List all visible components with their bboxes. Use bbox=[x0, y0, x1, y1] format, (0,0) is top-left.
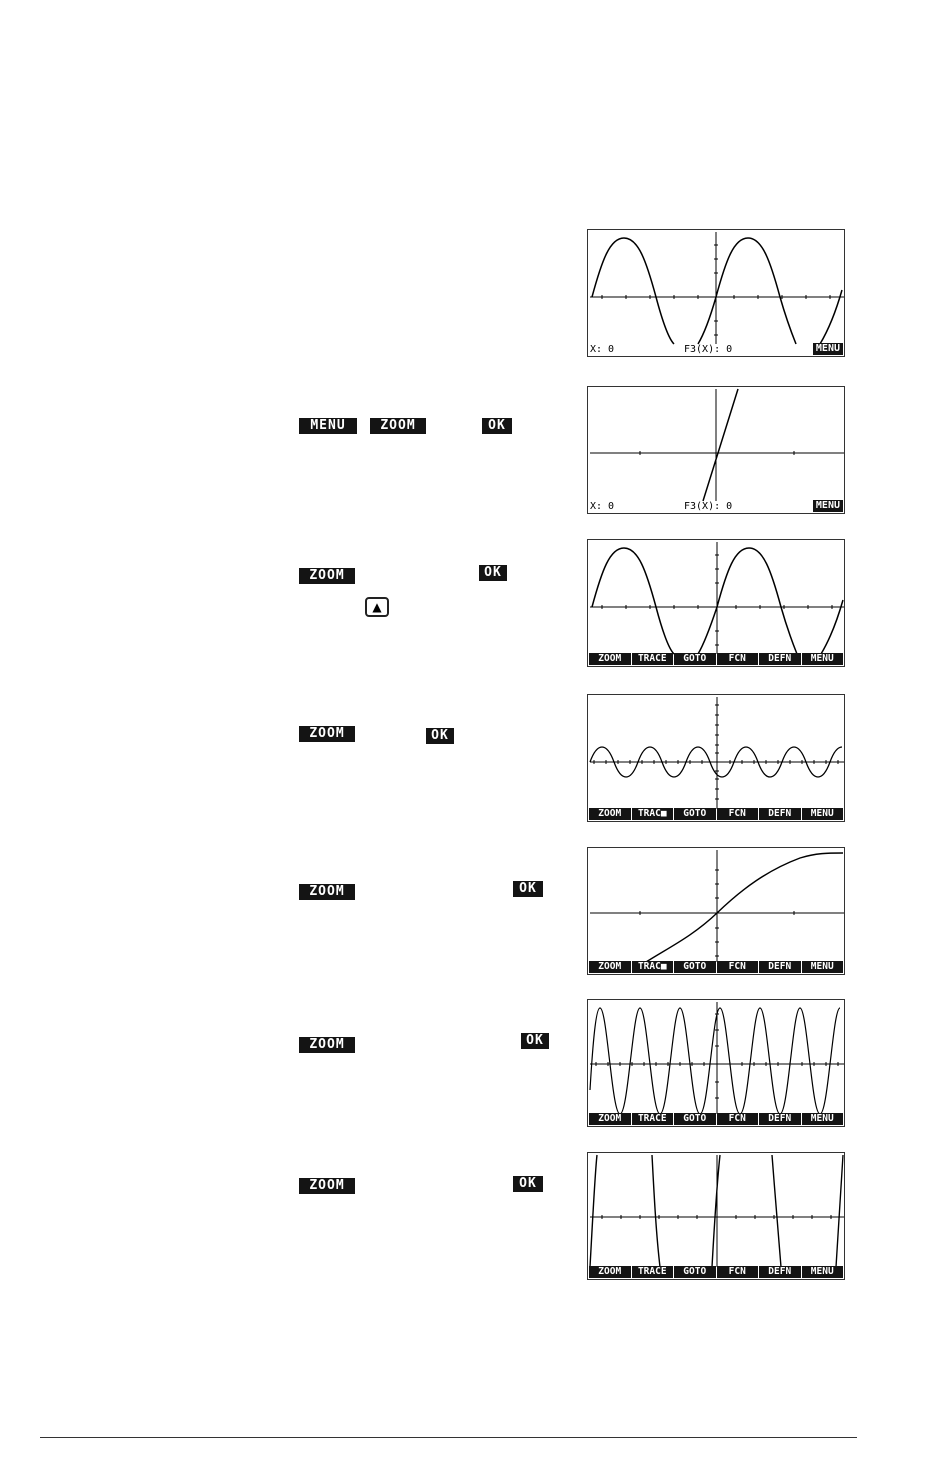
zoom-softkey[interactable]: ZOOM bbox=[589, 961, 631, 973]
trace-softkey[interactable]: TRAC■ bbox=[632, 808, 674, 820]
zoom-key[interactable]: ZOOM bbox=[299, 568, 355, 584]
calculator-screen-4 bbox=[587, 694, 845, 822]
zoom-key[interactable]: ZOOM bbox=[299, 1178, 355, 1194]
ok-key[interactable]: OK bbox=[513, 881, 543, 897]
zoom-key[interactable]: ZOOM bbox=[299, 884, 355, 900]
trace-softkey[interactable]: TRACE bbox=[632, 1113, 674, 1125]
ok-key[interactable]: OK bbox=[513, 1176, 543, 1192]
graph-x-zoom-in bbox=[588, 848, 845, 975]
status-bar bbox=[588, 500, 844, 513]
fcn-softkey[interactable]: FCN bbox=[717, 1266, 759, 1278]
ok-key[interactable]: OK bbox=[426, 728, 454, 744]
menu-key[interactable]: MENU bbox=[299, 418, 357, 434]
fcn-softkey[interactable]: FCN bbox=[717, 1113, 759, 1125]
calculator-screen-6 bbox=[587, 999, 845, 1127]
x-readout: X: 0 bbox=[590, 501, 615, 512]
zoom-key[interactable]: ZOOM bbox=[299, 1037, 355, 1053]
softkey-menu bbox=[589, 961, 843, 973]
fx-readout: F3(X): 0 bbox=[684, 501, 733, 512]
calculator-screen-3 bbox=[587, 539, 845, 667]
goto-softkey[interactable]: GOTO bbox=[674, 1113, 716, 1125]
softkey-menu bbox=[589, 808, 843, 820]
calculator-screen-1 bbox=[587, 229, 845, 357]
softkey-menu bbox=[589, 1266, 843, 1278]
menu-softkey[interactable]: MENU bbox=[802, 1266, 844, 1278]
softkey-menu bbox=[589, 653, 843, 665]
goto-softkey[interactable]: GOTO bbox=[674, 653, 716, 665]
ok-key[interactable]: OK bbox=[479, 565, 507, 581]
fcn-softkey[interactable]: FCN bbox=[717, 961, 759, 973]
menu-softkey[interactable]: MENU bbox=[813, 500, 843, 512]
zoom-key[interactable]: ZOOM bbox=[370, 418, 426, 434]
trace-softkey[interactable]: TRACE bbox=[632, 1266, 674, 1278]
defn-softkey[interactable]: DEFN bbox=[759, 1113, 801, 1125]
graph-x-zoom-out bbox=[588, 1000, 845, 1127]
menu-softkey[interactable]: MENU bbox=[802, 653, 844, 665]
status-bar bbox=[588, 343, 844, 356]
graph-sine-restored bbox=[588, 540, 845, 667]
defn-softkey[interactable]: DEFN bbox=[759, 653, 801, 665]
menu-softkey[interactable]: MENU bbox=[802, 808, 844, 820]
zoom-key[interactable]: ZOOM bbox=[299, 726, 355, 742]
fcn-softkey[interactable]: FCN bbox=[717, 653, 759, 665]
ok-key[interactable]: OK bbox=[521, 1033, 549, 1049]
up-arrow-key[interactable]: ▲ bbox=[365, 597, 389, 617]
defn-softkey[interactable]: DEFN bbox=[759, 808, 801, 820]
defn-softkey[interactable]: DEFN bbox=[759, 1266, 801, 1278]
calculator-screen-2 bbox=[587, 386, 845, 514]
fx-readout: F3(X): 0 bbox=[684, 344, 733, 355]
x-readout: X: 0 bbox=[590, 344, 615, 355]
ok-key[interactable]: OK bbox=[482, 418, 512, 434]
menu-softkey[interactable]: MENU bbox=[802, 961, 844, 973]
graph-y-zoom bbox=[588, 1153, 845, 1280]
graph-sine-default bbox=[588, 230, 845, 357]
trace-softkey[interactable]: TRAC■ bbox=[632, 961, 674, 973]
calculator-screen-7 bbox=[587, 1152, 845, 1280]
calculator-screen-5 bbox=[587, 847, 845, 975]
menu-softkey[interactable]: MENU bbox=[802, 1113, 844, 1125]
zoom-softkey[interactable]: ZOOM bbox=[589, 653, 631, 665]
softkey-menu bbox=[589, 1113, 843, 1125]
goto-softkey[interactable]: GOTO bbox=[674, 961, 716, 973]
goto-softkey[interactable]: GOTO bbox=[674, 808, 716, 820]
footer-rule bbox=[40, 1437, 857, 1438]
defn-softkey[interactable]: DEFN bbox=[759, 961, 801, 973]
menu-softkey[interactable]: MENU bbox=[813, 343, 843, 355]
trace-softkey[interactable]: TRACE bbox=[632, 653, 674, 665]
goto-softkey[interactable]: GOTO bbox=[674, 1266, 716, 1278]
zoom-softkey[interactable]: ZOOM bbox=[589, 1113, 631, 1125]
zoom-softkey[interactable]: ZOOM bbox=[589, 808, 631, 820]
zoom-softkey[interactable]: ZOOM bbox=[589, 1266, 631, 1278]
graph-zoomed-line bbox=[588, 387, 845, 514]
fcn-softkey[interactable]: FCN bbox=[717, 808, 759, 820]
graph-zoomed-out-sine bbox=[588, 695, 845, 822]
